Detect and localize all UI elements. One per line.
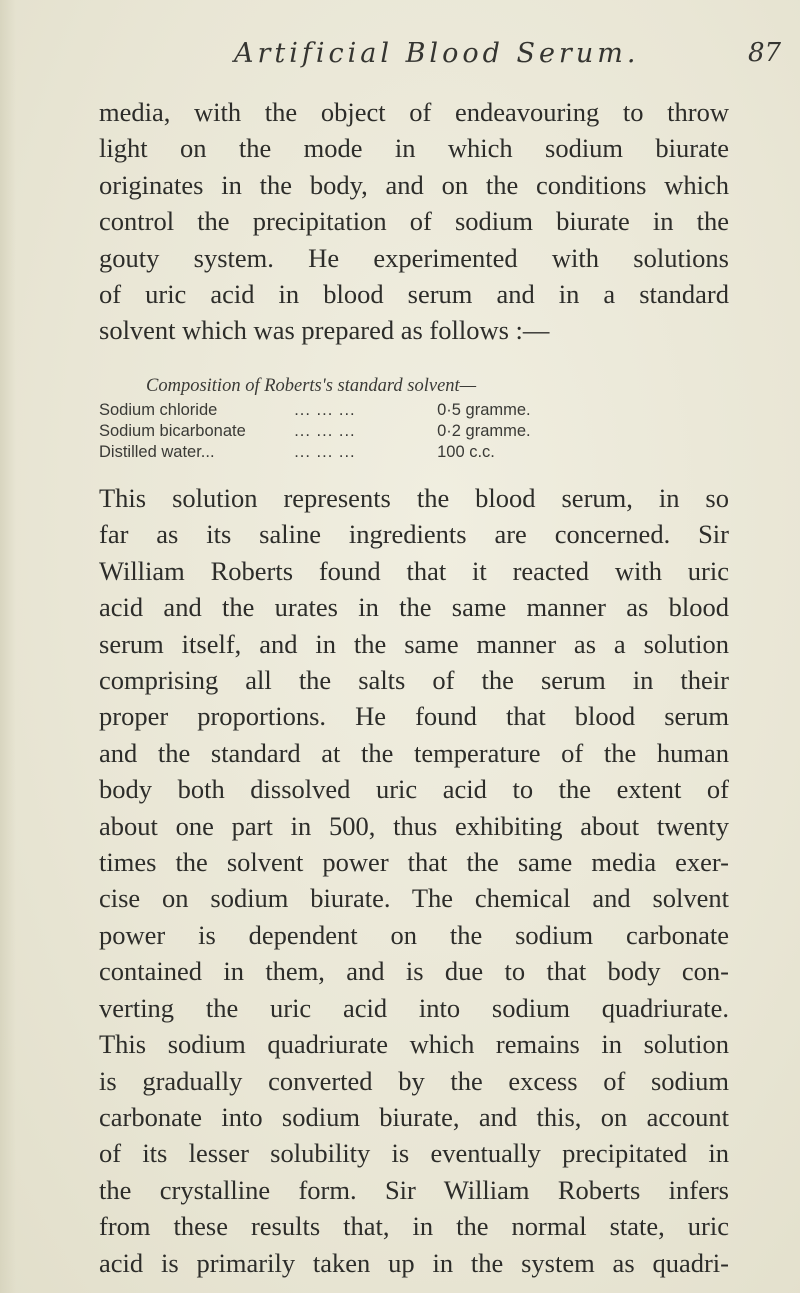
text-line: comprising all the salts of the serum in their <box>99 665 729 696</box>
text-line: light on the mode in which sodium biurate <box>99 133 729 164</box>
paragraph-body <box>99 480 729 1281</box>
text-line: far as its saline ingredients are concerned. Sir <box>99 519 729 550</box>
text-line: proper proportions. He found that blood serum <box>99 701 729 732</box>
page-edge-shadow <box>0 0 16 1293</box>
text-line: times the solvent power that the same media exer- <box>99 847 729 878</box>
text-line: the crystalline form. Sir William Roberts infers <box>99 1174 729 1205</box>
text-line: This sodium quadriurate which remains in solution <box>99 1029 729 1060</box>
leader-dots: ... ... ... <box>294 443 356 461</box>
text-line: of uric acid in blood serum and in a standard <box>99 279 729 310</box>
text-line: cise on sodium biurate. The chemical and solvent <box>99 883 729 914</box>
ingredient-quantity: 0·2 gramme. <box>437 422 531 440</box>
text-line: and the standard at the temperature of the human <box>99 737 729 768</box>
ingredient-name: Sodium bicarbonate <box>99 422 246 440</box>
ingredient-name: Sodium chloride <box>99 401 218 419</box>
table-row <box>99 442 739 463</box>
text-line: gouty system. He experimented with solutions <box>99 242 729 273</box>
text-line: about one part in 500, thus exhibiting about twenty <box>99 810 729 841</box>
text-line: power is dependent on the sodium carbonate <box>99 919 729 950</box>
text-line: William Roberts found that it reacted with uric <box>99 555 729 586</box>
text-line: acid and the urates in the same manner as blood <box>99 592 729 623</box>
composition-title: Composition of Roberts's standard solvent— <box>146 376 477 396</box>
text-line: originates in the body, and on the conditions which <box>99 169 729 200</box>
table-row <box>99 400 739 421</box>
text-line: serum itself, and in the same manner as a solution <box>99 628 729 659</box>
ingredient-name: Distilled water... <box>99 443 215 461</box>
leader-dots: ... ... ... <box>294 422 356 440</box>
text-line: body both dissolved uric acid to the extent of <box>99 774 729 805</box>
text-line: solvent which was prepared as follows :— <box>99 315 550 346</box>
text-line: contained in them, and is due to that body con- <box>99 956 729 987</box>
text-line: carbonate into sodium biurate, and this, on account <box>99 1101 729 1132</box>
ingredient-quantity: 100 c.c. <box>437 443 495 461</box>
text-line: of its lesser solubility is eventually precipitated in <box>99 1138 729 1169</box>
page-number: 87 <box>748 38 782 68</box>
running-header-title: Artificial Blood Serum. <box>234 38 640 69</box>
composition-table <box>99 400 739 463</box>
text-line: control the precipitation of sodium biurate in the <box>99 206 729 237</box>
text-line: This solution represents the blood serum, in so <box>99 483 729 513</box>
text-line: is gradually converted by the excess of sodium <box>99 1065 729 1096</box>
ingredient-quantity: 0·5 gramme. <box>437 401 531 419</box>
paragraph-intro <box>99 94 729 349</box>
text-line: from these results that, in the normal state, uric <box>99 1211 729 1242</box>
text-line: media, with the object of endeavouring to throw <box>99 97 729 127</box>
text-line: verting the uric acid into sodium quadriurate. <box>99 992 729 1023</box>
leader-dots: ... ... ... <box>294 401 356 419</box>
table-row <box>99 421 739 442</box>
text-line: acid is primarily taken up in the system as quadri- <box>99 1247 729 1278</box>
